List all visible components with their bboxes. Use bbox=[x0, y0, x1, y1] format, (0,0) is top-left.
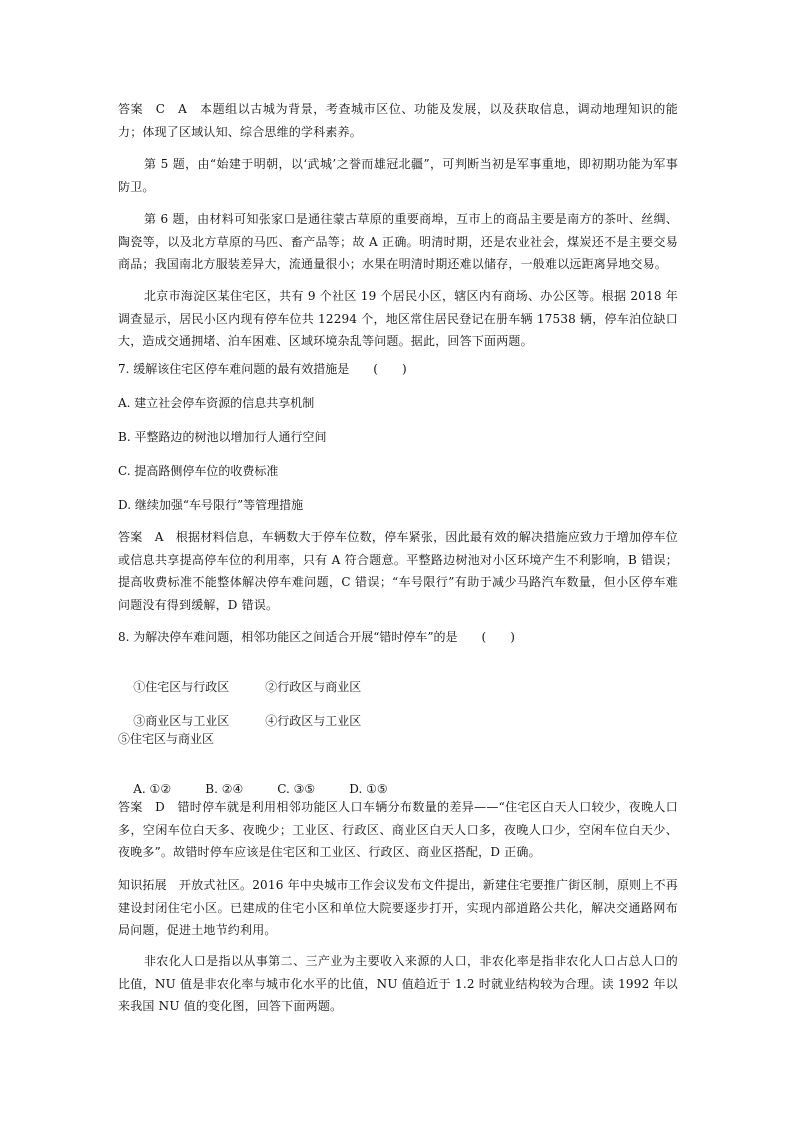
q8-option-c: C. ③⑤ bbox=[277, 782, 316, 796]
q8-option-b: B. ②④ bbox=[205, 782, 244, 796]
q6-explanation: 第 6 题，由材料可知张家口是通往蒙古草原的重要商埠，互市上的商品主要是南方的茶叶、丝绸、陶瓷等，以及北方草原的马匹、畜产品等；故 A 正确。明清时期，还是农业社会，煤炭还不是主要交易商品；我国南北方服装差异大，流通量很小；水果在明清时期还难以储存，一般难以远距离异地交易。 bbox=[118, 212, 678, 271]
q8-choice-5: ⑤住宅区与商业区 bbox=[118, 732, 215, 746]
answer-7: 答案 A 根据材料信息，车辆数大于停车位数，停车紧张，因此最有效的解决措施应致力于增加停车位或信息共享提高停车位的利用率，只有 A 符合题意。平整路边树池对小区环境产生不利影响，B 错误；提高收费标准不能整体解决停车难问题，C 错误；“车号限行”有助于减少马路汽车数量，但小区停车难问题没有得到缓解，D 错误。 bbox=[118, 530, 678, 612]
material-nu-value: 非农化人口是指以从事第二、三产业为主要收入来源的人口，非农化率是指非农化人口占总人口的比值，NU 值是非农化率与城市化水平的比值，NU 值趋近于 1.2 时就业结构较为合理。读 1992 年以来我国 NU 值的变化图，回答下面两题。 bbox=[118, 954, 678, 1013]
answer-5-6: 答案 C A 本题组以古城为背景，考查城市区位、功能及发展，以及获取信息，调动地理知识的能力；体现了区域认知、综合思维的学科素养。 bbox=[118, 102, 678, 139]
q8-option-d: D. ①⑤ bbox=[349, 782, 388, 796]
q8-option-a: A. ①② bbox=[133, 782, 172, 796]
q8-choice-3: ③商业区与工业区 bbox=[133, 714, 230, 728]
q5-explanation: 第 5 题，由“始建于明朝，以‘武城’之誉而雄冠北疆”，可判断当初是军事重地，即初期功能为军事防卫。 bbox=[118, 157, 678, 194]
q7-stem: 7. 缓解该住宅区停车难问题的最有效措施是 ( ) bbox=[118, 362, 407, 376]
q8-choice-1: ①住宅区与行政区 bbox=[133, 680, 230, 694]
q8-stem: 8. 为解决停车难问题，相邻功能区之间适合开展“错时停车”的是 ( ) bbox=[118, 630, 515, 644]
q7-option-d: D. 继续加强“车号限行”等管理措施 bbox=[118, 498, 304, 512]
q7-option-a: A. 建立社会停车资源的信息共享机制 bbox=[118, 396, 315, 410]
q8-choice-4: ④行政区与工业区 bbox=[265, 714, 362, 728]
answer-8: 答案 D 错时停车就是利用相邻功能区人口车辆分布数量的差异——“住宅区白天人口较少，夜晚人口多，空闲车位白天多、夜晚少；工业区、行政区、商业区白天人口多，夜晚人口少，空闲车位白天少、夜晚多”。故错时停车应该是住宅区和工业区、行政区、商业区搭配，D 正确。 bbox=[118, 800, 678, 859]
q8-choice-2: ②行政区与商业区 bbox=[265, 680, 362, 694]
q7-option-b: B. 平整路边的树池以增加行人通行空间 bbox=[118, 430, 327, 444]
knowledge-extension: 知识拓展 开放式社区。2016 年中央城市工作会议发布文件提出，新建住宅要推广街区制，原则上不再建设封闭住宅小区。已建成的住宅小区和单位大院要逐步打开，实现内部道路公共化，解决交通路网布局问题，促进土地节约利用。 bbox=[118, 878, 678, 937]
material-parking: 北京市海淀区某住宅区，共有 9 个社区 19 个居民小区，辖区内有商场、办公区等。根据 2018 年调查显示，居民小区内现有停车位共 12294 个，地区常住居民登记在册车辆 17538 辆，停车泊位缺口大，造成交通拥堵、泊车困难、区域环境杂乱等问题。据此，回答下面两题。 bbox=[118, 289, 678, 348]
q7-option-c: C. 提高路侧停车位的收费标准 bbox=[118, 464, 279, 478]
